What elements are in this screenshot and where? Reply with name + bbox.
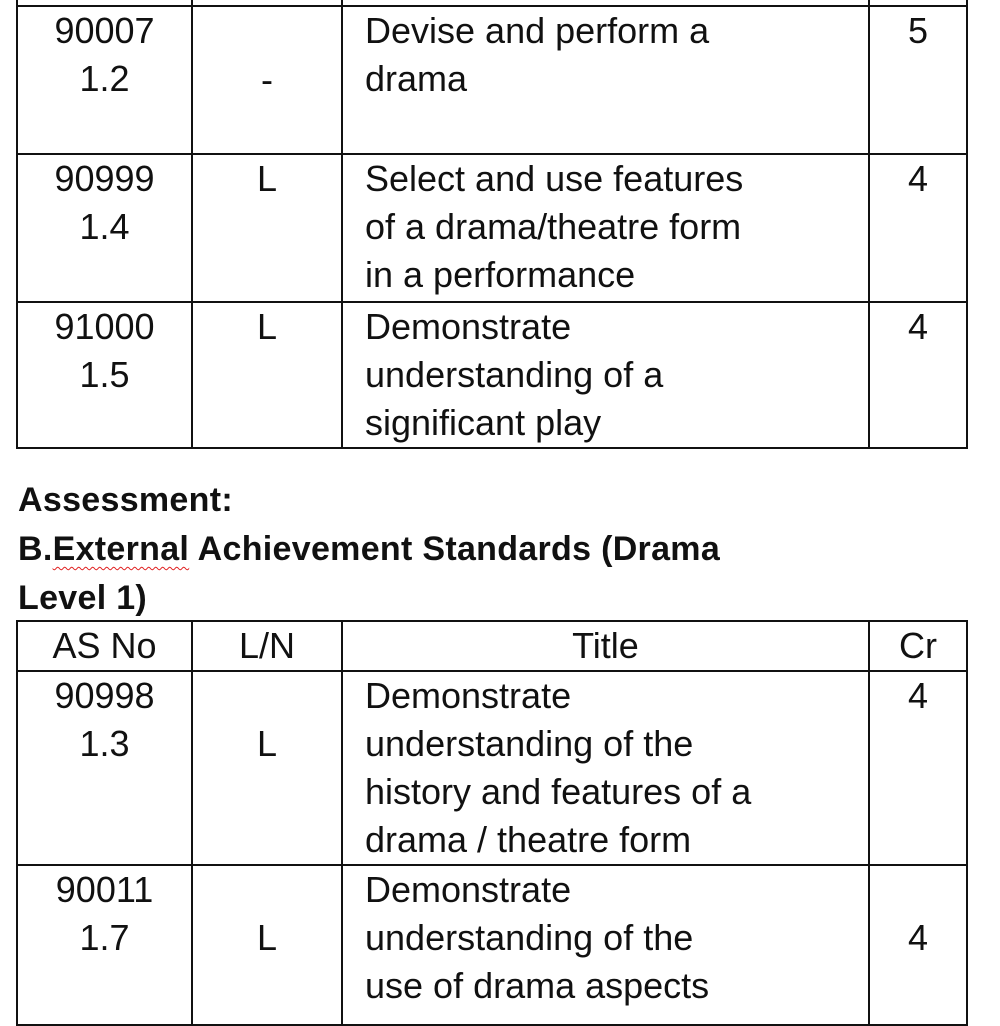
ln-value: L [256,723,278,764]
title-line: drama [365,58,468,99]
spellcheck-flagged-word[interactable]: External [52,530,190,568]
as-no-cell [17,302,192,448]
ln-cell [192,865,342,1025]
as-level: 1.4 [79,206,130,247]
section-title-rest: Achievement Standards (Drama [189,530,721,568]
header-as-no: AS No [17,621,192,671]
as-level: 1.5 [79,354,130,395]
ln-cell [192,302,342,448]
assessment-label: Assessment: [18,481,233,519]
ln-value: L [256,306,278,347]
standards-table-internal [16,0,968,449]
title-line: of a drama/theatre form [365,206,742,247]
as-number: 91000 [54,306,155,347]
ln-cell [192,6,342,154]
credits-cell [869,302,967,448]
title-cell [342,6,869,154]
title-line: significant play [365,402,602,443]
credits-cell [869,671,967,865]
table-header-row [17,621,967,671]
title-line: understanding of the [365,723,694,764]
header-title: Title [342,621,869,671]
as-level: 1.2 [79,58,130,99]
table-row [17,865,967,1025]
title-line: use of drama aspects [365,965,710,1006]
header-cr: Cr [869,621,967,671]
as-no-cell [17,865,192,1025]
credits-value: 4 [907,675,929,716]
credits-cell [869,154,967,302]
ln-value: L [256,917,278,958]
credits-value: 4 [907,917,929,958]
ln-value: L [256,158,278,199]
ln-value: - [261,59,273,100]
title-line: Devise and perform a [365,10,710,51]
title-line: understanding of a [365,354,664,395]
credits-value: 5 [907,10,929,51]
title-line: Demonstrate [365,869,572,910]
title-line: Demonstrate [365,675,572,716]
as-number: 90007 [54,10,155,51]
ln-cell [192,671,342,865]
credits-value: 4 [907,158,929,199]
table-row [17,302,967,448]
as-no-cell [17,671,192,865]
as-number: 90998 [54,675,155,716]
as-no-cell [17,6,192,154]
section-title [18,525,720,574]
title-line: drama / theatre form [365,819,692,860]
table-row [17,6,967,154]
table-row [17,154,967,302]
title-line: Demonstrate [365,306,572,347]
title-line: in a performance [365,254,636,295]
title-line: understanding of the [365,917,694,958]
ln-cell [192,154,342,302]
as-no-cell [17,154,192,302]
credits-value: 4 [907,306,929,347]
standards-table-external [16,620,968,1026]
section-title-prefix: B. [18,530,53,568]
header-ln: L/N [192,621,342,671]
title-line: history and features of a [365,771,752,812]
credits-cell [869,865,967,1025]
title-cell [342,302,869,448]
as-level: 1.7 [79,917,130,958]
section-title-line2: Level 1) [18,579,148,617]
title-line: Select and use features [365,158,744,199]
title-cell [342,865,869,1025]
as-level: 1.3 [79,723,130,764]
title-cell [342,154,869,302]
as-number: 90999 [54,158,155,199]
as-number: 90011 [55,869,154,910]
table-row [17,671,967,865]
credits-cell [869,6,967,154]
title-cell [342,671,869,865]
